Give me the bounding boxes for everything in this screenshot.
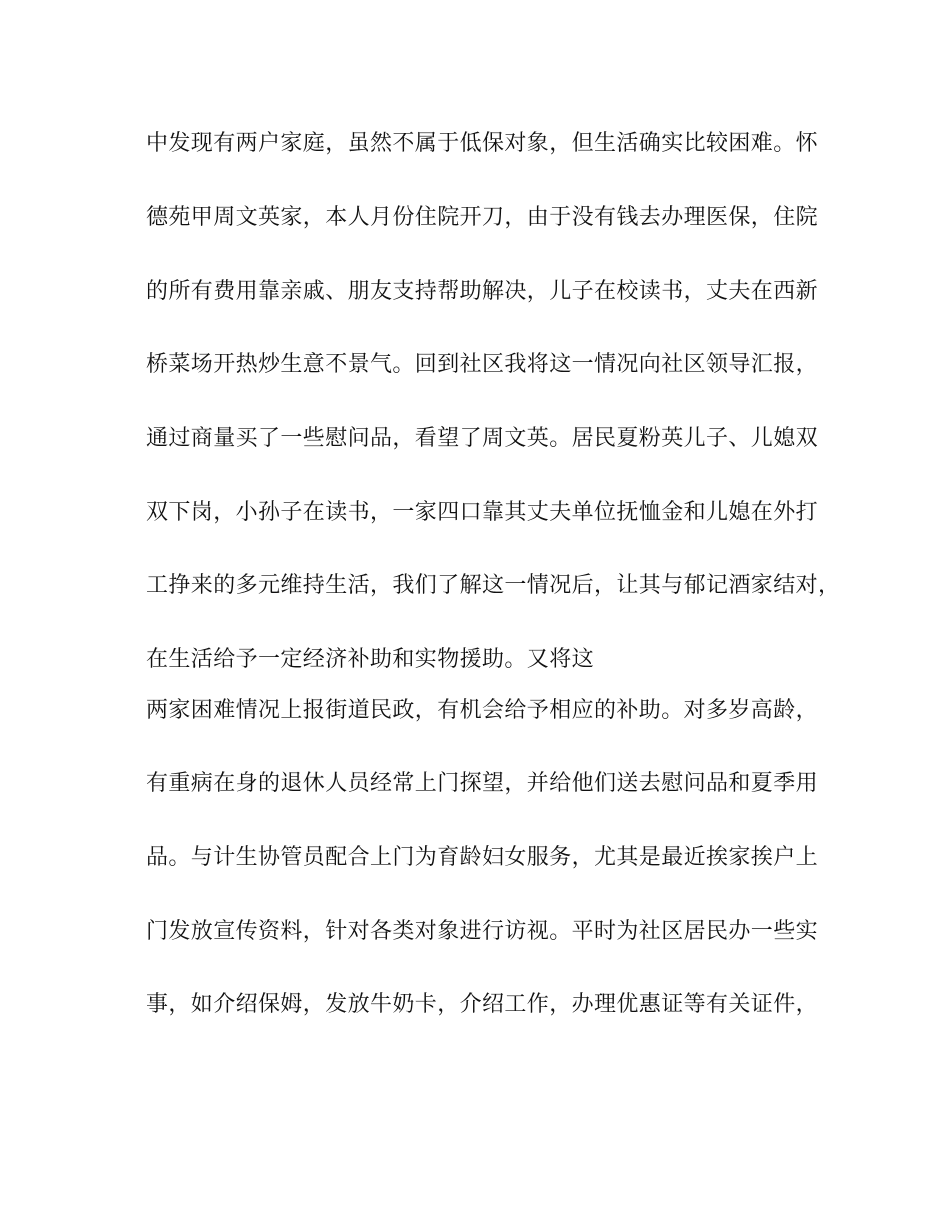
- text-line: 有重病在身的退休人员经常上门探望，并给他们送去慰问品和夏季用: [146, 771, 819, 796]
- text-line: 桥菜场开热炒生意不景气。回到社区我将这一情况向社区领导汇报，: [146, 352, 819, 377]
- text-line: 中发现有两户家庭，虽然不属于低保对象，但生活确实比较困难。怀: [146, 131, 819, 156]
- text-line: 通过商量买了一些慰问品，看望了周文英。居民夏粉英儿子、儿媳双: [146, 426, 819, 451]
- text-line: 德苑甲周文英家，本人月份住院开刀，由于没有钱去办理医保，住院: [146, 205, 819, 230]
- text-line: 品。与计生协管员配合上门为育龄妇女服务，尤其是最近挨家挨户上: [146, 845, 819, 870]
- text-line: 工挣来的多元维持生活，我们了解这一情况后，让其与郁记酒家结对，: [146, 573, 841, 598]
- text-line: 两家困难情况上报街道民政，有机会给予相应的补助。对多岁高龄，: [146, 698, 819, 723]
- text-line: 双下岗，小孙子在读书，一家四口靠其丈夫单位抚恤金和儿媳在外打: [146, 500, 819, 525]
- text-line: 的所有费用靠亲戚、朋友支持帮助解决，儿子在校读书，丈夫在西新: [146, 279, 819, 304]
- text-line: 门发放宣传资料，针对各类对象进行访视。平时为社区居民办一些实: [146, 919, 819, 944]
- text-line: 在生活给予一定经济补助和实物援助。又将这: [146, 647, 595, 672]
- text-line: 事，如介绍保姆，发放牛奶卡，介绍工作，办理优惠证等有关证件，: [146, 992, 819, 1017]
